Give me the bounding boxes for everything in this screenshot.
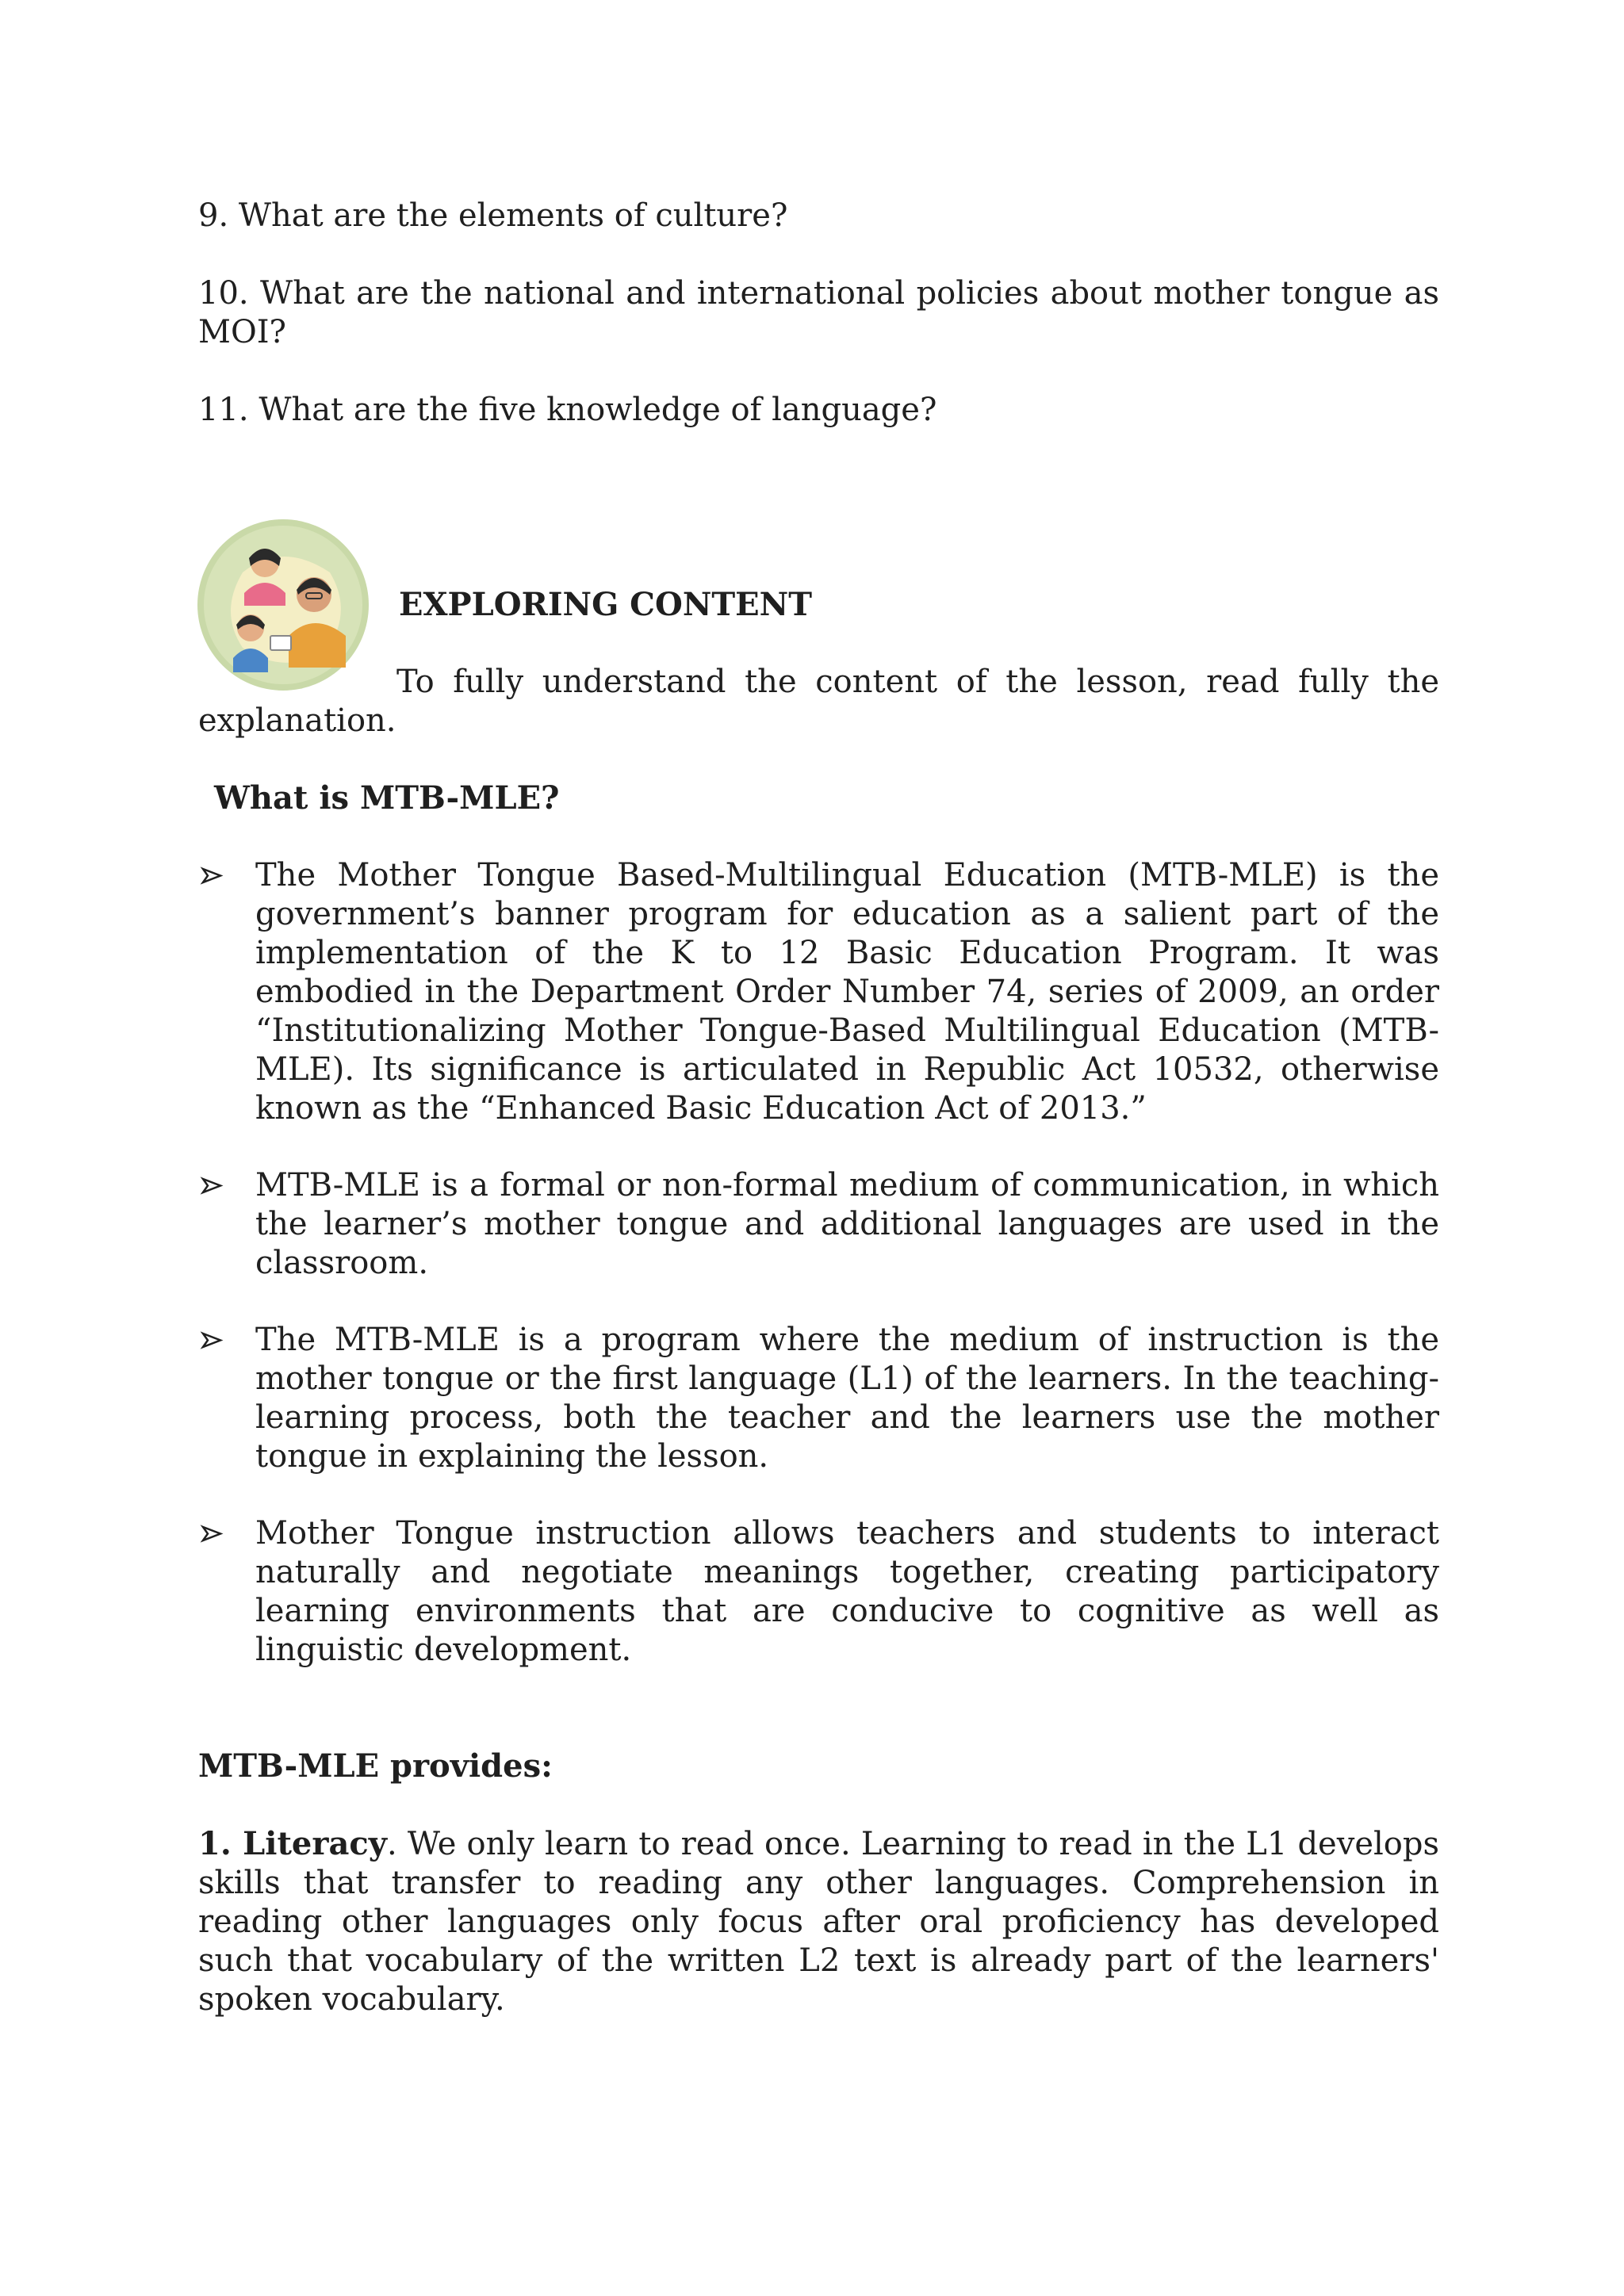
bullet-item xyxy=(198,856,1439,1128)
question-11: 11. What are the five knowledge of language? xyxy=(198,392,937,428)
provides-heading: MTB-MLE provides: xyxy=(198,1747,553,1785)
bullet-item xyxy=(198,1321,1439,1476)
question-10: 10. What are the national and international policies about mother tongue as MOI? xyxy=(198,275,1439,350)
arrow-bullet-icon xyxy=(198,1166,230,1205)
bullet-text: MTB-MLE is a formal or non-formal medium of communication, in which the learner’s mother tongue and additional languages are used in the classroom. xyxy=(255,1167,1439,1281)
section-title: EXPLORING CONTENT xyxy=(399,586,812,623)
question-9: 9. What are the elements of culture? xyxy=(198,197,788,234)
literacy-paragraph xyxy=(198,1824,1439,2019)
literacy-label: 1. Literacy xyxy=(198,1825,387,1862)
subheading-what-is-mtb-mle: What is MTB-MLE? xyxy=(214,779,560,817)
bullet-text: The MTB-MLE is a program where the medium of instruction is the mother tongue or the first language (L1) of the learners. In the teaching-learning process, both the teacher and the learners use the mother tongue in explaining the lesson. xyxy=(255,1322,1439,1475)
bullet-item xyxy=(198,1166,1439,1283)
bullet-item xyxy=(198,1514,1439,1670)
literacy-text: . We only learn to read once. Learning to read in the L1 develops skills that transfer to reading any other languages. Comprehension in reading other languages only focus after oral proficiency has developed such that vocabulary of the written L2 text is already part of the learners' spoken vocabulary. xyxy=(198,1826,1439,2018)
section-intro: To fully understand the content of the lesson, read fully the explanation. xyxy=(198,664,1439,739)
arrow-bullet-icon xyxy=(198,856,230,895)
bullet-text: Mother Tongue instruction allows teachers and students to interact naturally and negotiate meanings together, creating participatory learning environments that are conducive to cognitive as well as linguistic development. xyxy=(255,1515,1439,1668)
arrow-bullet-icon xyxy=(198,1514,230,1553)
bullet-text: The Mother Tongue Based-Multilingual Education (MTB-MLE) is the government’s banner program for education as a salient part of the implementation of the K to 12 Basic Education Program. It was embodied in the Department Order Number 74, series of 2009, an order “Institutionalizing Mother Tongue-Based Multilingual Education (MTB-MLE). Its significance is articulated in Republic Act 10532, otherwise known as the “Enhanced Basic Education Act of 2013.” xyxy=(255,857,1439,1127)
arrow-bullet-icon xyxy=(198,1321,230,1360)
